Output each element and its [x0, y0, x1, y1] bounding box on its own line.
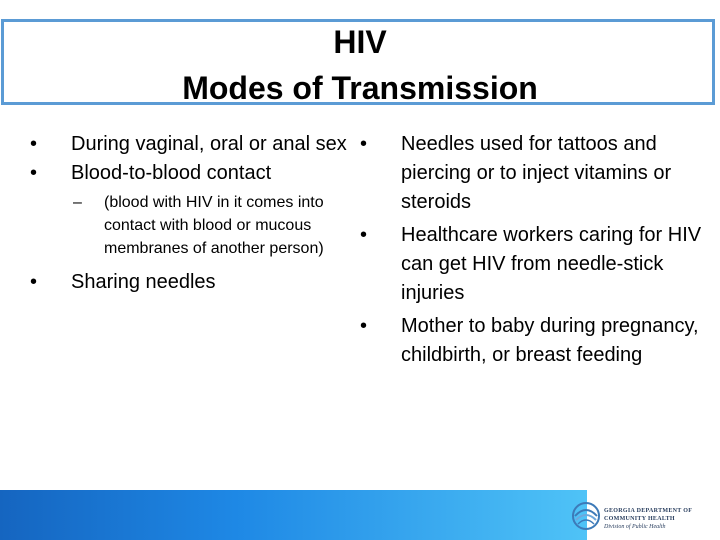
dash-mark: –	[73, 194, 82, 211]
list-item	[360, 312, 715, 370]
list-item	[30, 159, 350, 188]
slide-title-line-1: HIV	[333, 24, 387, 60]
bullet-text: Blood-to-blood contact	[71, 162, 272, 184]
list-item	[30, 130, 350, 159]
slide-title-line-2: Modes of Transmission	[182, 70, 538, 106]
bullet-mark: •	[360, 133, 368, 155]
list-item	[360, 221, 715, 308]
list-item	[360, 130, 715, 217]
sub-list-item	[30, 191, 350, 260]
bullet-mark: •	[30, 162, 38, 184]
logo-line-2: COMMUNITY HEALTH	[604, 516, 675, 522]
logo-line-1: GEORGIA DEPARTMENT OF	[604, 508, 693, 514]
bullet-mark: •	[30, 133, 38, 155]
bullet-text: Needles used for tattoos and piercing or to inject vitamins or steroids	[401, 133, 672, 213]
bullet-text: During vaginal, oral or anal sex	[71, 133, 347, 155]
bullet-text: Healthcare workers caring for HIV can get HIV from needle-stick injuries	[401, 224, 702, 304]
bullet-mark: •	[30, 271, 38, 293]
logo-line-3: Division of Public Health	[604, 524, 666, 530]
bullet-mark: •	[360, 224, 368, 246]
dch-logo-text	[604, 507, 692, 531]
left-bullet-list	[30, 130, 350, 297]
right-bullet-list	[360, 130, 715, 370]
sub-bullet-text: (blood with HIV in it comes into contact with blood or mucous membranes of another person)	[104, 194, 324, 257]
bullet-mark: •	[360, 315, 368, 337]
list-item	[30, 268, 350, 297]
dch-logo-icon	[570, 500, 602, 532]
footer-gradient-band	[0, 490, 587, 540]
bullet-text: Mother to baby during pregnancy, childbirth, or breast feeding	[401, 315, 699, 366]
bullet-text: Sharing needles	[71, 271, 216, 293]
